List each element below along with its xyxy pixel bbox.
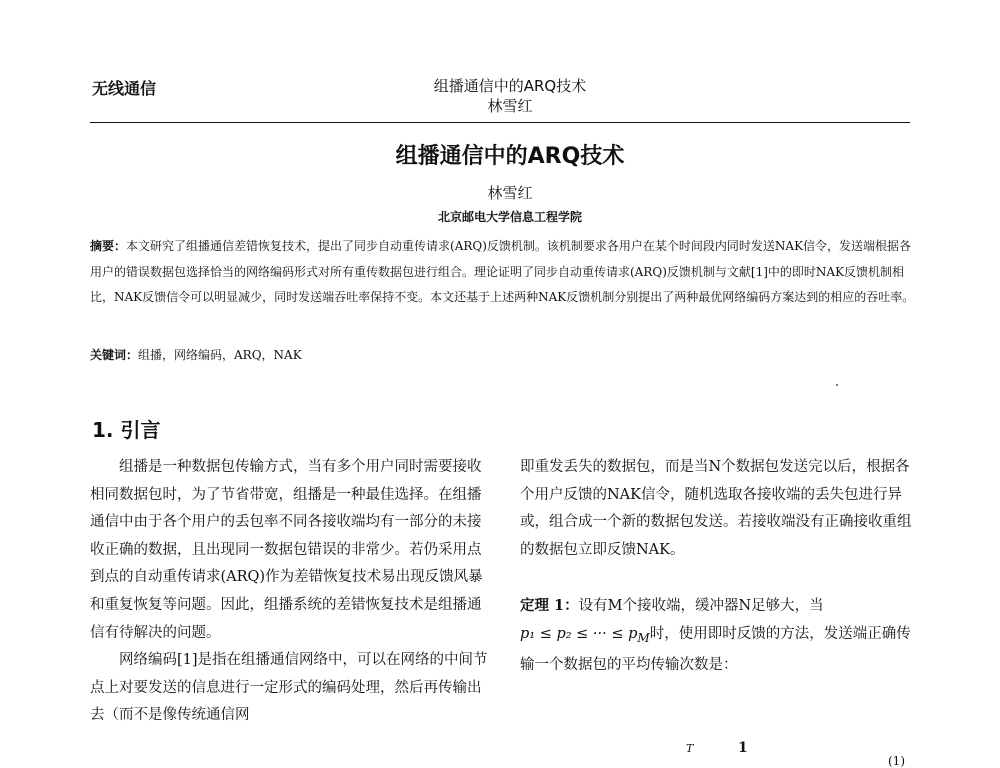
paper-author: 林雪红 — [487, 184, 533, 202]
paper-affiliation: 北京邮电大学信息工程学院 — [437, 210, 582, 224]
theorem-1-continued — [520, 621, 918, 680]
equation-numerator: 1 — [738, 740, 748, 756]
left-paragraph-2: 网络编码[1]是指在组播通信网络中，可以在网络的中间节点上对要发送的信息进行一定形式的编码处理，然后再传输出去（而不是像传统通信网 — [90, 652, 488, 724]
keywords-text: 组播，网络编码，ARQ，NAK — [138, 348, 302, 362]
abstract-text: 本文研究了组播通信差错恢复技术，提出了同步自动重传请求(ARQ)反馈机制。该机制要求各用户在某个时间段内同时发送NAK信令，发送端根据各用户的错误数据包选择恰当的网络编码形式对所有重传数据包进行组合。理论证明了同步自动重传请求(ARQ)反馈机制与文献[1]中的即时NAK反馈机制相比，NAK反馈信令可以明显减少，同时发送端吞吐率保持不变。本文还基于上述两种NAK反馈机制分别提出了两种最优网络编码方案达到的相应的吞吐率。 — [90, 239, 915, 304]
left-paragraph-1: 组播是一种数据包传输方式，当有多个用户同时需要接收相同数据包时，为了节省带宽，组播是一种最佳选择。在组播通信中由于各个用户的丢包率不同各接收端均有一部分的未接收正确的数据，且出现同一数据包错误的非常少。若仍采用点到点的自动重传请求(ARQ)作为差错恢复技术易出现反馈风暴和重复恢复等问题。因此，组播系统的差错恢复技术是组播通信有待解决的问题。 — [90, 459, 483, 641]
theorem-1 — [520, 592, 918, 621]
equation-number: (1) — [888, 754, 905, 768]
theorem-inequality-subscript: M — [637, 630, 650, 645]
theorem-text-end: 时，使用即时反馈的方法，发送端正确传输一个数据包的平均传输次数是： — [520, 625, 911, 674]
equation-superscript: T — [686, 742, 694, 755]
running-header-author: 林雪红 — [487, 97, 533, 115]
section-heading-introduction: 1. 引言 — [92, 418, 161, 442]
theorem-text-start: 设有M个接收端，缓冲器N足够大，当 — [578, 597, 824, 614]
keywords — [90, 346, 302, 363]
keywords-label: 关键词： — [90, 348, 139, 362]
paper-title: 组播通信中的ARQ技术 — [395, 144, 625, 169]
running-header-journal: 无线通信 — [92, 79, 157, 98]
right-column — [520, 454, 918, 680]
left-column — [90, 454, 488, 730]
running-header-title: 组播通信中的ARQ技术 — [433, 77, 587, 95]
theorem-inequality: p₁ ≤ p₂ ≤ ··· ≤ p — [520, 625, 638, 642]
theorem-label: 定理 1： — [520, 596, 579, 614]
right-paragraph-1: 即重发丢失的数据包，而是当N个数据包发送完以后，根据各个用户反馈的NAK信令，随机选取各接收端的丢失包进行异或，组合成一个新的数据包发送。若接收端没有正确接收重组的数据包立即反馈NAK。 — [520, 459, 912, 558]
abstract-label: 摘要： — [90, 239, 127, 253]
header-rule — [90, 122, 910, 123]
stray-mark — [836, 384, 838, 386]
abstract — [90, 234, 915, 311]
